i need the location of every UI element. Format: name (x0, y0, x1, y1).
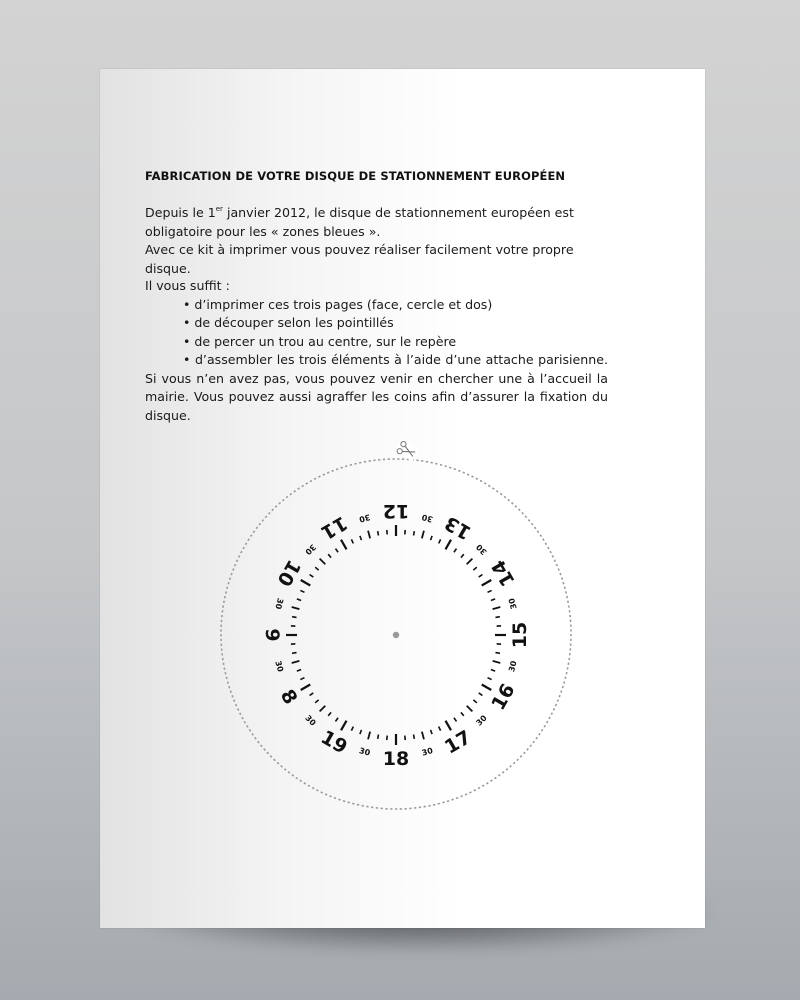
minor-tick (473, 700, 476, 703)
minor-tick (461, 712, 464, 715)
half-hour-label: 30 (303, 542, 318, 557)
minor-tick (297, 670, 301, 672)
hour-label: 17 (441, 726, 475, 759)
half-hour-label: 30 (273, 597, 285, 611)
minor-tick (315, 700, 318, 703)
minor-tick (495, 617, 499, 618)
hour-label: 8 (275, 685, 302, 709)
intro-superscript: er (215, 205, 223, 213)
intro-kit-line: Avec ce kit à imprimer vous pouvez réaliser facilement votre propre disque. (145, 242, 574, 276)
minor-tick (360, 536, 362, 540)
hour-label: 13 (441, 511, 475, 544)
minor-tick (473, 567, 476, 570)
half-hour-tick (320, 559, 326, 565)
intro-text-start: Depuis le 1 (145, 205, 216, 220)
hour-label: 15 (509, 621, 531, 649)
half-hour-label: 30 (303, 713, 318, 728)
minor-tick (300, 590, 304, 592)
intro-text-end: janvier 2012, le disque de stationnement européen est obligatoire pour les « zones bleues ». (145, 205, 574, 239)
hour-label: 16 (487, 680, 520, 714)
parking-disc (100, 69, 705, 928)
half-hour-label: 30 (358, 512, 372, 524)
center-mark (393, 632, 399, 638)
minor-tick (414, 734, 415, 738)
minor-tick (378, 734, 379, 738)
minor-tick (310, 693, 314, 696)
minor-tick (431, 730, 433, 734)
minor-tick (479, 693, 483, 696)
minor-tick (351, 539, 353, 543)
hour-label: 19 (317, 726, 351, 759)
hour-label: 12 (382, 500, 410, 522)
document-page (100, 69, 705, 928)
minor-tick (454, 718, 457, 722)
half-hour-label: 30 (420, 512, 434, 524)
instructions-lead: Il vous suffit : (145, 278, 230, 293)
hour-tick (482, 580, 492, 586)
hour-tick (482, 685, 492, 691)
minor-tick (297, 599, 301, 601)
scissors-icon (395, 440, 419, 462)
half-hour-tick (368, 531, 370, 539)
minor-tick (479, 574, 483, 577)
minor-tick (439, 539, 441, 543)
half-hour-tick (422, 732, 424, 740)
minor-tick (315, 567, 318, 570)
minor-tick (300, 678, 304, 680)
instruction-item: • d’imprimer ces trois pages (face, cercle et dos) (183, 296, 493, 312)
half-hour-tick (493, 661, 501, 663)
half-hour-label: 30 (507, 659, 519, 673)
half-hour-tick (320, 706, 326, 712)
half-hour-label: 30 (507, 597, 519, 611)
half-hour-tick (292, 661, 300, 663)
minor-tick (454, 549, 457, 553)
minor-tick (488, 678, 492, 680)
hour-label: 9 (261, 628, 283, 642)
half-hour-tick (368, 732, 370, 740)
hour-tick (341, 721, 347, 731)
hour-tick (301, 580, 311, 586)
hour-tick (341, 540, 347, 550)
minor-tick (491, 599, 495, 601)
minor-tick (292, 653, 296, 654)
half-hour-tick (422, 531, 424, 539)
hour-label: 14 (487, 556, 520, 590)
half-hour-label: 30 (420, 746, 434, 758)
half-hour-tick (467, 559, 473, 565)
minor-tick (310, 574, 314, 577)
page-title: FABRICATION DE VOTRE DISQUE DE STATIONNEMENT EUROPÉEN (145, 169, 566, 183)
minor-tick (335, 718, 338, 722)
instruction-item: • de découper selon les pointillés (183, 315, 394, 330)
minor-tick (495, 653, 499, 654)
half-hour-tick (467, 706, 473, 712)
minor-tick (431, 536, 433, 540)
hour-tick (446, 721, 452, 731)
minor-tick (461, 554, 464, 557)
minor-tick (335, 549, 338, 553)
minor-tick (351, 727, 353, 731)
hour-tick (446, 540, 452, 550)
hour-label: 10 (272, 556, 305, 590)
instruction-item: • d’assembler les trois éléments à l’aide d’une attache parisienne. Si vous n’en avez pas, vous pouvez venir en chercher une à l’accueil la mairie. Vous pouvez aussi agraffer les coins afin d’assurer la fixation du disque. (145, 352, 608, 423)
minor-tick (328, 712, 331, 715)
minor-tick (378, 531, 379, 535)
minor-tick (439, 727, 441, 731)
half-hour-label: 30 (474, 542, 489, 557)
half-hour-label: 30 (273, 659, 285, 673)
hour-label: 18 (382, 748, 410, 770)
minor-tick (414, 531, 415, 535)
minor-tick (488, 590, 492, 592)
hour-tick (301, 685, 311, 691)
half-hour-tick (493, 607, 501, 609)
minor-tick (328, 554, 331, 557)
half-hour-label: 30 (358, 746, 372, 758)
minor-tick (292, 617, 296, 618)
half-hour-label: 30 (474, 713, 489, 728)
minor-tick (360, 730, 362, 734)
half-hour-tick (292, 607, 300, 609)
minor-tick (491, 670, 495, 672)
instruction-item: • de percer un trou au centre, sur le repère (183, 333, 457, 349)
hour-label: 11 (317, 511, 351, 544)
